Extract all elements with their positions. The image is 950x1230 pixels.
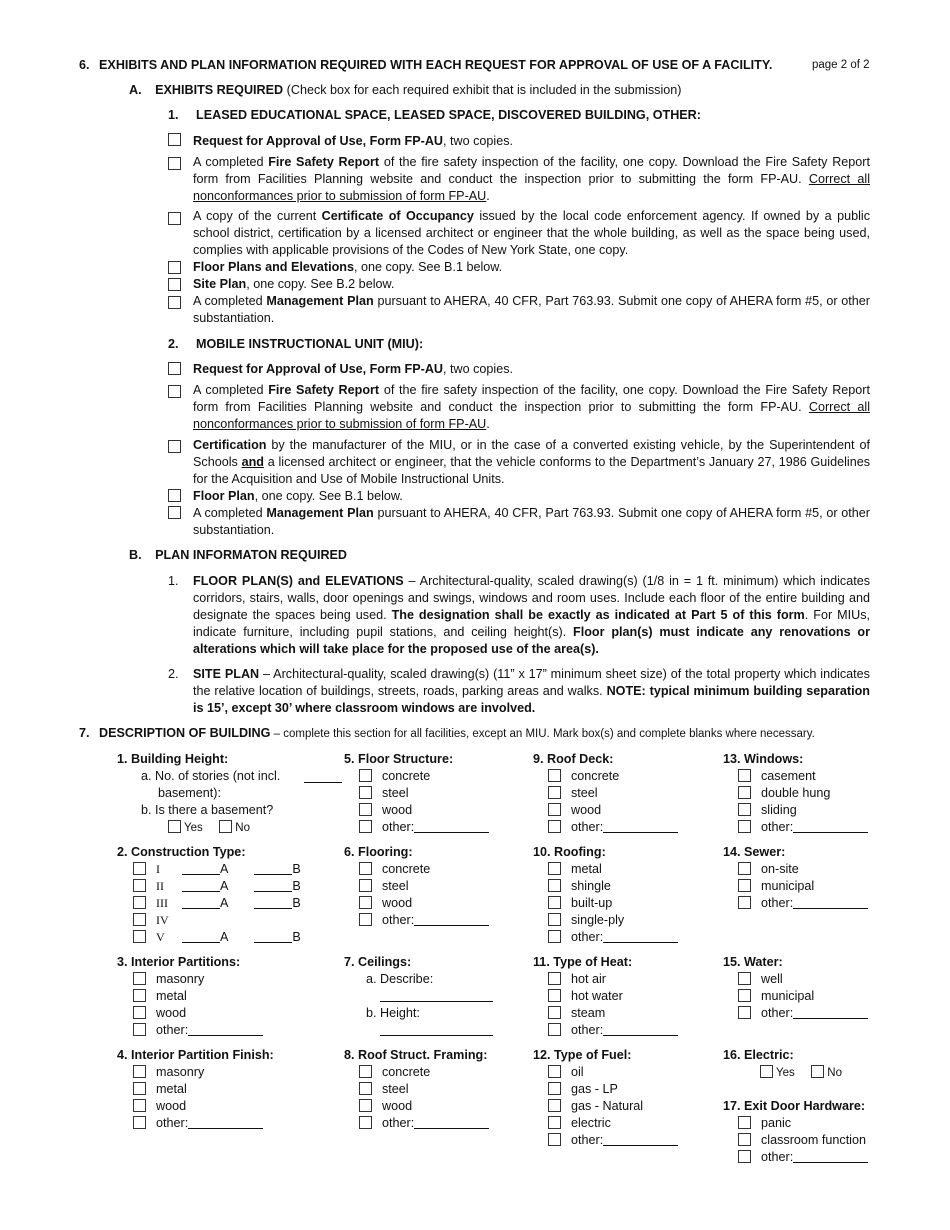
exhibit-1-6-checkbox[interactable]	[168, 296, 181, 309]
q13-double-hung-checkbox[interactable]	[738, 786, 751, 799]
q13-other-checkbox[interactable]	[738, 820, 751, 833]
q5-concrete-checkbox[interactable]	[359, 769, 372, 782]
section-7-title: DESCRIPTION OF BUILDING	[99, 726, 271, 740]
q15-municipal-checkbox[interactable]	[738, 989, 751, 1002]
q1-stories-blank[interactable]	[304, 769, 342, 783]
section-b-letter: B.	[129, 548, 142, 562]
q4-other-checkbox[interactable]	[133, 1116, 146, 1129]
q14-other-checkbox[interactable]	[738, 896, 751, 909]
group-2-header	[168, 336, 423, 353]
q16-title: 16. Electric:	[723, 1048, 794, 1062]
q17-title: 17. Exit Door Hardware:	[723, 1099, 866, 1113]
section-a-title: EXHIBITS REQUIRED	[155, 83, 284, 97]
section-6-header	[79, 57, 879, 74]
exhibit-1-1-checkbox[interactable]	[168, 133, 181, 146]
q7-title: 7. Ceilings:	[344, 955, 412, 969]
q9-other-checkbox[interactable]	[548, 820, 561, 833]
q11-hot-water-checkbox[interactable]	[548, 989, 561, 1002]
exhibit-2-1-checkbox[interactable]	[168, 362, 181, 375]
q12-electric-checkbox[interactable]	[548, 1116, 561, 1129]
q2-row-v: V A B	[117, 929, 327, 946]
q11-hot-air-checkbox[interactable]	[548, 972, 561, 985]
q10-roofing: 10. Roofing: metal shingle built-up single-ply other:	[533, 844, 703, 946]
section-a-note: (Check box for each required exhibit that is included in the submission)	[286, 83, 682, 97]
exhibit-2-4-checkbox[interactable]	[168, 489, 181, 502]
q16-yes-checkbox[interactable]	[760, 1065, 773, 1078]
q2-title: 2. Construction Type:	[117, 845, 246, 859]
q8-wood-checkbox[interactable]	[359, 1099, 372, 1112]
q13-other-blank[interactable]	[793, 819, 868, 833]
q13-sliding-checkbox[interactable]	[738, 803, 751, 816]
exhibit-2-3-checkbox[interactable]	[168, 440, 181, 453]
q7-describe-blank[interactable]	[380, 988, 493, 1002]
q5-floor-structure: 5. Floor Structure: concrete steel wood other:	[344, 751, 514, 836]
q7-b-label: b. Height:	[366, 1006, 420, 1020]
q2-ii-checkbox[interactable]	[133, 879, 146, 892]
q8-other-checkbox[interactable]	[359, 1116, 372, 1129]
section-b-title: PLAN INFORMATON REQUIRED	[155, 548, 348, 562]
q11-steam-checkbox[interactable]	[548, 1006, 561, 1019]
q12-type-of-fuel: 12. Type of Fuel: oil gas - LP gas - Natural electric other:	[533, 1047, 703, 1149]
q14-municipal-checkbox[interactable]	[738, 879, 751, 892]
q8-title: 8. Roof Struct. Framing:	[344, 1048, 488, 1062]
q12-other-checkbox[interactable]	[548, 1133, 561, 1146]
q6-other-blank[interactable]	[414, 912, 489, 926]
q5-other-checkbox[interactable]	[359, 820, 372, 833]
q2-i-checkbox[interactable]	[133, 862, 146, 875]
q8-steel-checkbox[interactable]	[359, 1082, 372, 1095]
q1-yes-checkbox[interactable]	[168, 820, 181, 833]
section-b-header	[129, 547, 347, 564]
q2-ii-a-blank[interactable]	[182, 878, 220, 892]
exhibit-2-5-checkbox[interactable]	[168, 506, 181, 519]
q2-row-ii: II A B	[117, 878, 327, 895]
group-1-number: 1.	[168, 108, 179, 122]
q15-title: 15. Water:	[723, 955, 783, 969]
q11-type-of-heat: 11. Type of Heat: hot air hot water steam other:	[533, 954, 703, 1039]
plan-2-text: SITE PLAN – Architectural-quality, scaled drawing(s) (11” x 17” minimum sheet size) of the total property which indicates the relative location of buildings, streets, roads, parking areas and walks. NOTE: typical minimum building separation is 15’, except 30’ where classroom windows are involved.	[193, 667, 870, 715]
q8-roof-struct-framing: 8. Roof Struct. Framing: concrete steel wood other:	[344, 1047, 514, 1132]
exhibit-1-2-checkbox[interactable]	[168, 157, 181, 170]
q2-v-checkbox[interactable]	[133, 930, 146, 943]
q17-classroom-function-checkbox[interactable]	[738, 1133, 751, 1146]
q11-title: 11. Type of Heat:	[533, 955, 633, 969]
plan-1-number: 1.	[168, 574, 179, 588]
q4-wood-checkbox[interactable]	[133, 1099, 146, 1112]
q3-metal-checkbox[interactable]	[133, 989, 146, 1002]
q9-wood-checkbox[interactable]	[548, 803, 561, 816]
q2-iv-checkbox[interactable]	[133, 913, 146, 926]
q10-single-ply-checkbox[interactable]	[548, 913, 561, 926]
q17-exit-door-hardware: 17. Exit Door Hardware: panic classroom function other:	[723, 1098, 883, 1166]
q12-gas-natural-checkbox[interactable]	[548, 1099, 561, 1112]
q10-metal-checkbox[interactable]	[548, 862, 561, 875]
q2-v-a-blank[interactable]	[182, 929, 220, 943]
section-7-number: 7.	[79, 726, 90, 740]
plan-2-number: 2.	[168, 667, 179, 681]
q12-other-blank[interactable]	[603, 1132, 678, 1146]
q9-steel-checkbox[interactable]	[548, 786, 561, 799]
q6-flooring: 6. Flooring: concrete steel wood other:	[344, 844, 514, 929]
q4-metal-checkbox[interactable]	[133, 1082, 146, 1095]
q2-iii-checkbox[interactable]	[133, 896, 146, 909]
q13-title: 13. Windows:	[723, 752, 804, 766]
section-6-number: 6.	[79, 58, 90, 72]
q7-height-blank[interactable]	[380, 1022, 493, 1036]
exhibit-1-5-checkbox[interactable]	[168, 278, 181, 291]
group-1-header	[168, 107, 701, 124]
q1-b-label: b. Is there a basement?	[141, 803, 274, 817]
q10-built-up-checkbox[interactable]	[548, 896, 561, 909]
q3-interior-partitions: 3. Interior Partitions: masonry metal wood other:	[117, 954, 327, 1039]
q6-wood-checkbox[interactable]	[359, 896, 372, 909]
q9-roof-deck: 9. Roof Deck: concrete steel wood other:	[533, 751, 703, 836]
exhibit-1-3-text: A copy of the current Certificate of Occupancy issued by the local code enforcement agency. If owned by a public school district, certification by a licensed architect or engineer that the whole building, as well as the space being used, complies with applicable provisions of the Codes of New York State, one copy.	[193, 209, 870, 257]
exhibit-1-6-text: A completed Management Plan pursuant to AHERA, 40 CFR, Part 763.93. Submit one copy of AHERA form #5, or other substantiation.	[193, 294, 871, 325]
exhibit-1-4-checkbox[interactable]	[168, 261, 181, 274]
q10-title: 10. Roofing:	[533, 845, 606, 859]
q9-other-blank[interactable]	[603, 819, 678, 833]
q16-no-checkbox[interactable]	[811, 1065, 824, 1078]
q10-other-blank[interactable]	[603, 929, 678, 943]
exhibit-1-2-text: A completed Fire Safety Report of the fire safety inspection of the facility, one copy. Download the Fire Safety Report form from Facilities Planning website and conduct the inspection prior to submitting the form FP-AU. Correct all nonconformances prior to submission of form FP-AU.	[193, 155, 871, 203]
section-6-title: EXHIBITS AND PLAN INFORMATION REQUIRED WITH EACH REQUEST FOR APPROVAL OF USE OF A FACILITY.	[99, 58, 773, 72]
q6-concrete-checkbox[interactable]	[359, 862, 372, 875]
q4-interior-partition-finish: 4. Interior Partition Finish: masonry metal wood other:	[117, 1047, 327, 1132]
q17-other-checkbox[interactable]	[738, 1150, 751, 1163]
q14-sewer: 14. Sewer: on-site municipal other:	[723, 844, 883, 912]
q2-iii-b-blank[interactable]	[254, 895, 292, 909]
q14-on-site-checkbox[interactable]	[738, 862, 751, 875]
exhibit-2-2-text: A completed Fire Safety Report of the fire safety inspection of the facility, one copy. Download the Fire Safety Report form from Facilities Planning website and conduct the inspection prior to submitting the form FP-AU. Correct all nonconformances prior to submission of form FP-AU.	[193, 383, 871, 431]
q5-other-blank[interactable]	[414, 819, 489, 833]
exhibit-2-2-checkbox[interactable]	[168, 385, 181, 398]
q2-ii-b-blank[interactable]	[254, 878, 292, 892]
q15-other-checkbox[interactable]	[738, 1006, 751, 1019]
group-2-title: MOBILE INSTRUCTIONAL UNIT (MIU):	[196, 337, 424, 351]
q4-other-blank[interactable]	[188, 1115, 263, 1129]
q13-casement-checkbox[interactable]	[738, 769, 751, 782]
section-7-header	[79, 725, 879, 743]
exhibit-1-5-text: Site Plan, one copy. See B.2 below.	[193, 277, 395, 291]
q15-water: 15. Water: well municipal other:	[723, 954, 883, 1022]
q1-building-height	[117, 751, 327, 836]
q12-oil-checkbox[interactable]	[548, 1065, 561, 1078]
exhibit-2-1-text: Request for Approval of Use, Form FP-AU, two copies.	[193, 362, 514, 376]
q5-title: 5. Floor Structure:	[344, 752, 454, 766]
q10-shingle-checkbox[interactable]	[548, 879, 561, 892]
exhibit-2-4-text: Floor Plan, one copy. See B.1 below.	[193, 489, 403, 503]
q17-panic-checkbox[interactable]	[738, 1116, 751, 1129]
q9-concrete-checkbox[interactable]	[548, 769, 561, 782]
q4-masonry-checkbox[interactable]	[133, 1065, 146, 1078]
q2-construction-type	[117, 844, 327, 946]
q1-no-checkbox[interactable]	[219, 820, 232, 833]
q6-steel-checkbox[interactable]	[359, 879, 372, 892]
q14-other-blank[interactable]	[793, 895, 868, 909]
q3-other-checkbox[interactable]	[133, 1023, 146, 1036]
q1-title: 1. Building Height:	[117, 752, 229, 766]
q12-title: 12. Type of Fuel:	[533, 1048, 632, 1062]
exhibit-1-1-text: Request for Approval of Use, Form FP-AU, two copies.	[193, 134, 514, 148]
q1-a-label: a. No. of stories (not incl.	[141, 769, 281, 783]
q7-ceilings	[344, 954, 514, 1039]
q3-title: 3. Interior Partitions:	[117, 955, 241, 969]
q1-a-label-cont: basement):	[158, 786, 221, 800]
exhibit-1-4-text: Floor Plans and Elevations, one copy. See B.1 below.	[193, 260, 503, 274]
section-a-letter: A.	[129, 83, 142, 97]
q10-other-checkbox[interactable]	[548, 930, 561, 943]
exhibit-1-3-checkbox[interactable]	[168, 212, 181, 225]
q3-other-blank[interactable]	[188, 1022, 263, 1036]
q12-gas-lp-checkbox[interactable]	[548, 1082, 561, 1095]
q2-row-iv: IV	[117, 912, 327, 929]
group-2-number: 2.	[168, 337, 179, 351]
q7-a-label: a. Describe:	[366, 972, 434, 986]
q13-windows: 13. Windows: casement double hung sliding other:	[723, 751, 883, 836]
exhibit-2-5-text: A completed Management Plan pursuant to AHERA, 40 CFR, Part 763.93. Submit one copy of AHERA form #5, or other substantiation.	[193, 506, 871, 537]
q16-electric: 16. Electric: Yes No	[723, 1047, 883, 1081]
q3-wood-checkbox[interactable]	[133, 1006, 146, 1019]
q3-masonry-checkbox[interactable]	[133, 972, 146, 985]
q11-other-checkbox[interactable]	[548, 1023, 561, 1036]
q8-concrete-checkbox[interactable]	[359, 1065, 372, 1078]
q2-i-b-blank[interactable]	[254, 861, 292, 875]
q17-other-blank[interactable]	[793, 1149, 868, 1163]
exhibit-2-3-text: Certification by the manufacturer of the MIU, or in the case of a converted existing vehicle, by the Superintendent of Schools and a licensed architect or engineer, that the vehicle conforms to the Department’s January 27, 1986 Guidelines for the Acquisition and Use of Mobile Instructional Units.	[193, 438, 870, 486]
q2-iii-a-blank[interactable]	[182, 895, 220, 909]
q15-well-checkbox[interactable]	[738, 972, 751, 985]
q9-title: 9. Roof Deck:	[533, 752, 614, 766]
q6-title: 6. Flooring:	[344, 845, 413, 859]
q2-v-b-blank[interactable]	[254, 929, 292, 943]
q8-other-blank[interactable]	[414, 1115, 489, 1129]
q11-other-blank[interactable]	[603, 1022, 678, 1036]
group-1-title: LEASED EDUCATIONAL SPACE, LEASED SPACE, DISCOVERED BUILDING, OTHER:	[196, 108, 701, 122]
plan-1-text: FLOOR PLAN(S) and ELEVATIONS – Architectural-quality, scaled drawing(s) (1/8 in = 1 ft. minimum) which indicates corridors, stairs, walls, door openings and swings, windows and room uses. Include each floor of the entire building and designate the spaces being used. The designation shall be exactly as indicated at Part 5 of this form. For MIUs, indicate furniture, including pupil stations, and ceiling height(s). Floor plan(s) must indicate any renovations or alterations which will take place for the proposed use of the area(s).	[193, 574, 871, 656]
q5-steel-checkbox[interactable]	[359, 786, 372, 799]
q2-i-a-blank[interactable]	[182, 861, 220, 875]
q2-row-iii: III A B	[117, 895, 327, 912]
q5-wood-checkbox[interactable]	[359, 803, 372, 816]
q6-other-checkbox[interactable]	[359, 913, 372, 926]
section-7-note: – complete this section for all facilities, except an MIU. Mark box(s) and complete blanks where necessary.	[270, 728, 815, 740]
q1-basement-options: Yes No	[117, 819, 327, 836]
q14-title: 14. Sewer:	[723, 845, 786, 859]
section-a-header	[129, 82, 681, 99]
page-label: page 2 of 2	[812, 59, 870, 71]
q2-row-i: I A B	[117, 861, 327, 878]
q15-other-blank[interactable]	[793, 1005, 868, 1019]
q4-title: 4. Interior Partition Finish:	[117, 1048, 274, 1062]
